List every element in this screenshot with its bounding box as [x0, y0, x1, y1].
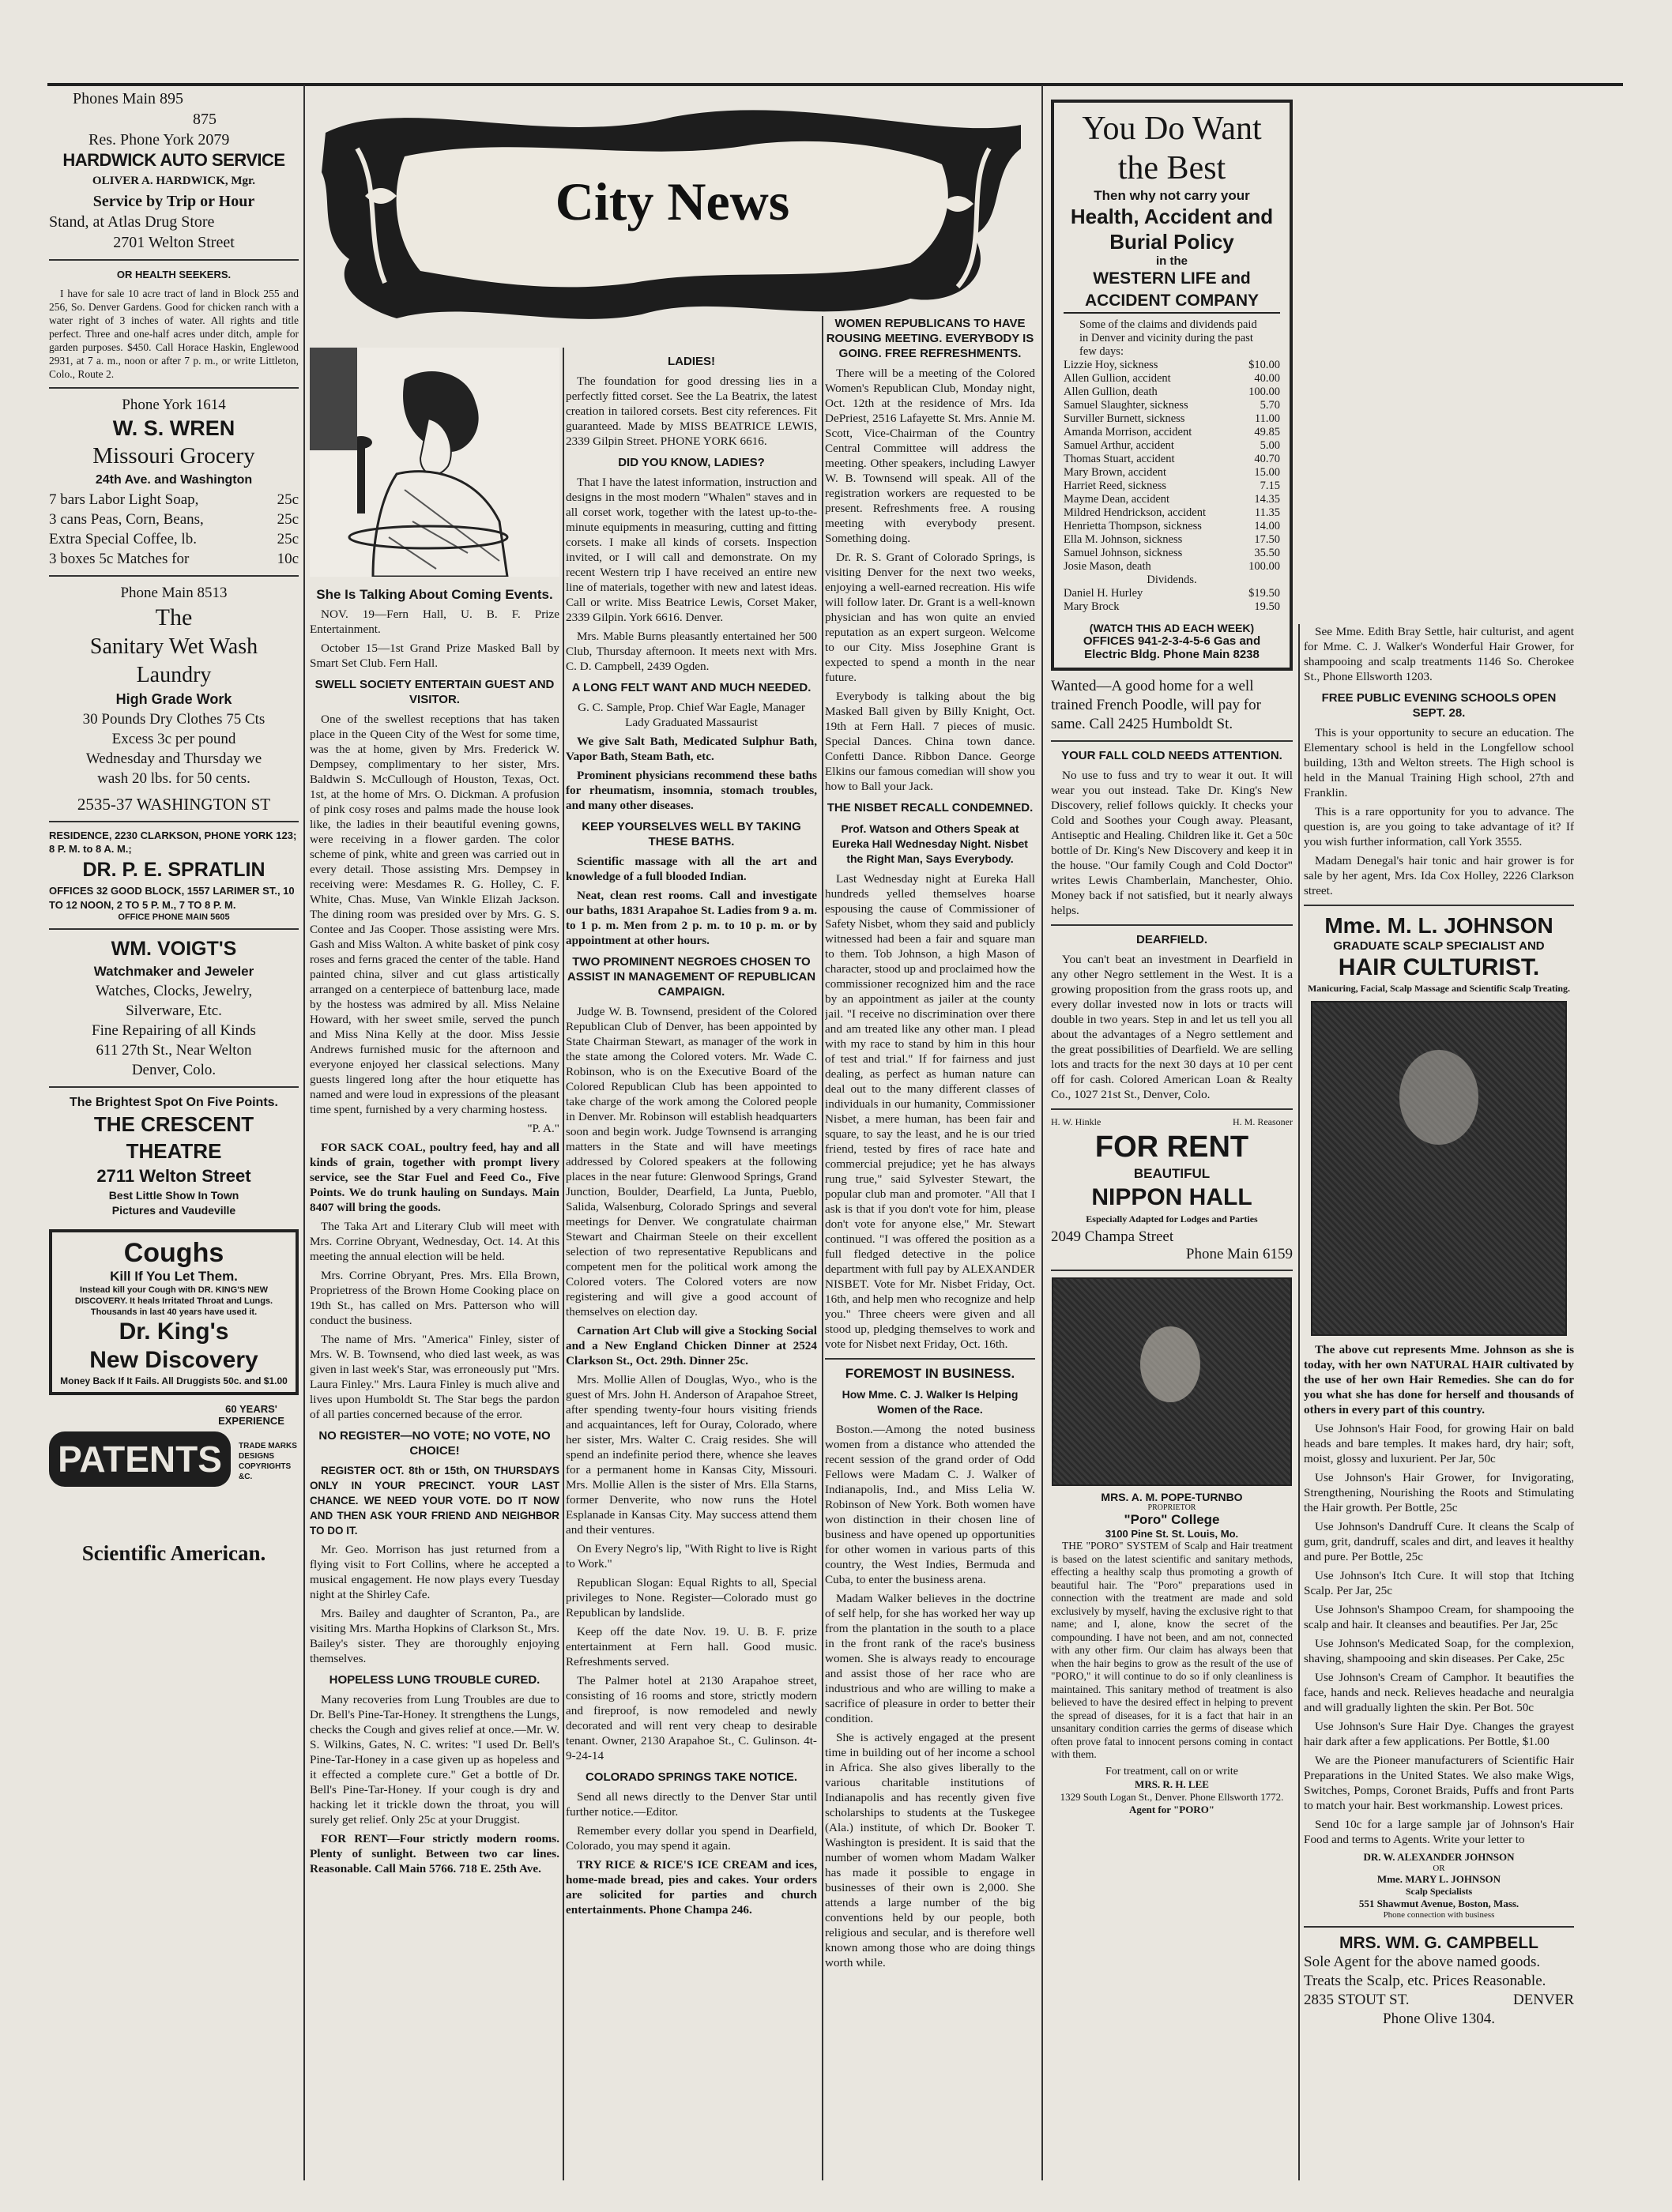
claim-amount: 100.00 [1248, 560, 1280, 573]
western-line: Then why not carry your [1094, 188, 1250, 203]
claim-name: Daniel H. Hurley [1064, 587, 1143, 600]
campbell-city: DENVER [1512, 1992, 1574, 2008]
campbell-name: MRS. WM. G. CAMPBELL [1339, 1934, 1538, 1952]
spratlin-phone: OFFICE PHONE MAIN 5605 [118, 912, 230, 922]
claim-amount: 7.15 [1260, 480, 1280, 492]
patents-marks: TRADE MARKS DESIGNS COPYRIGHTS &C. [239, 1442, 297, 1481]
claim-row [1064, 600, 1280, 614]
wren-item-label: Extra Special Coffee, lb. [49, 531, 197, 547]
johnson-ad [1304, 912, 1574, 1920]
claim-name: Ella M. Johnson, sickness [1064, 533, 1183, 546]
lung-article: Many recoveries from Lung Troubles are due to Dr. Bell's Pine-Tar-Honey. It strengthens the Lungs, checks the Cough and gives relief at once.—Mr. W. S. Wilkins, Gates, N. C. writes: "I used Dr. Bell's Pine-Tar-Honey in a case given up as hopeless and it effected a complete cure." Get a bottle of Dr. Bell's Pine-Tar-Honey. If your cough is dry and hacking let it trickle down the throat, you will surely get relief. Only 25c at your Druggist. [310, 1693, 559, 1826]
finley-correction: The name of Mrs. "America" Finley, sister of Mrs. W. B. Townsend, who died last week, as was given in last week's Star, was erroneously put "Mrs. Laura Finley." Mrs. Laura Finley is much alive and lives upon Humboldt St. The Star begs the pardon of all parties concerned because of the error. [310, 1333, 559, 1421]
ice-cream-ad: TRY RICE & RICE'S ICE CREAM and ices, home-made bread, pies and cakes. Your orders are solicited for parties and church entertainments. Phone Champa 246. [566, 1858, 817, 1917]
claim-amount: 11.00 [1254, 412, 1280, 425]
corset-article: That I have the latest information, instruction and designs in the most modern "Whalen" staves and in all corset work, together with the latest up-to-the-minute equipments in measuring, cutting and fitting corsets. I make all kinds of corsets. Inspection invited, or I will call and demonstrate. On my recent Western trip I have received an entire new line of materials, together with new and latest ideas. Call or write. Miss Beatrice Lewis, Corset Maker, 2339 Gilpin. York 6616. Denver. [566, 476, 817, 624]
baths-subheading: KEEP YOURSELVES WELL BY TAKING THESE BATHS. [582, 820, 801, 848]
coal-ad: FOR SACK COAL, poultry feed, hay and all kinds of grain, together with prompt livery service, see the Star Fuel and Feed Co., Five Points. We do trunk hauling on Sundays. Main 8407 will bring the goods. [310, 1141, 559, 1214]
spratlin-name: DR. P. E. SPRATLIN [82, 859, 265, 881]
wren-name: W. S. WREN [112, 416, 235, 440]
voigt-line: Watches, Clocks, Jewelry, [95, 983, 253, 999]
johnson-address: 551 Shawmut Avenue, Boston, Mass. [1358, 1898, 1519, 1909]
claim-amount: 19.50 [1254, 600, 1280, 613]
claim-row [1064, 520, 1280, 533]
claim-row [1064, 359, 1280, 372]
poro-agent: MRS. R. H. LEE [1135, 1778, 1209, 1790]
claim-row [1064, 399, 1280, 412]
poro-agent-label: Agent for "PORO" [1128, 1803, 1215, 1815]
settle-ad: See Mme. Edith Bray Settle, hair culturist, and agent for Mme. C. J. Walker's Wonderful Hair Grower, for shampooing and scalp treatments 1146 So. Cherokee St., Phone Ellsworth 1203. [1304, 625, 1574, 683]
baths-heading: A LONG FELT WANT AND MUCH NEEDED. [571, 681, 812, 694]
claim-amount: 17.50 [1254, 533, 1280, 546]
bailey-notice: Mrs. Bailey and daughter of Scranton, Pa., are visiting Mrs. Martha Hopkins of Clarkson St., Mrs. Bailey's sister. They are thoroughly enjoying themselves. [310, 1607, 559, 1665]
ubf-notice: Keep off the date Nov. 19. U. B. F. prize entertainment at Fern hall. Good music. Refreshments served. [566, 1625, 817, 1668]
divider [1051, 1270, 1293, 1271]
dearfield-dollar-notice: Remember every dollar you spend in Dearfield, Colorado, you may spend it again. [566, 1824, 817, 1853]
crescent-ad [49, 1094, 299, 1218]
hardwick-phone: Phones Main 895 [73, 90, 183, 107]
masthead-title: City News [555, 171, 790, 231]
events-item: October 15—1st Grand Prize Masked Ball by Smart Set Club. Fern Hall. [310, 641, 559, 670]
campbell-text: Sole Agent for the above named goods. Treats the Scalp, etc. Prices Reasonable. [1304, 1954, 1546, 1989]
register-notice: REGISTER OCT. 8th or 15th, ON THURSDAYS ONLY IN YOUR PRECINCT. YOUR LAST CHANCE. WE NEED YOUR VOTE. DO IT NOW AND THEN ASK YOUR FRIEND AND NEIGHBOR TO DO IT. [310, 1465, 559, 1537]
hardwick-ad [49, 88, 299, 253]
society-heading: SWELL SOCIETY ENTERTAIN GUEST AND VISITOR. [314, 678, 555, 706]
voigt-line: Denver, Colo. [131, 1062, 217, 1078]
carnation-club-notice: Carnation Art Club will give a Stocking Social and a New England Chicken Dinner at 2524 Clarkson St., Oct. 29th. Dinner 25c. [566, 1324, 817, 1367]
claim-row [1064, 426, 1280, 439]
crescent-tagline: The Brightest Spot On Five Points. [69, 1096, 278, 1109]
nisbet-subheading: Prof. Watson and Others Speak at Eureka Hall Wednesday Night. Nisbet the Right Man, Says Everybody. [832, 822, 1028, 865]
johnson-product: Use Johnson's Medicated Soap, for the complexion, shaving, shampooing and skin diseases. Per Cake, 25c [1304, 1637, 1574, 1665]
poro-caption: MRS. A. M. POPE-TURNBO [1101, 1491, 1243, 1503]
divider [49, 259, 299, 261]
nippon-owner: H. W. Hinkle [1051, 1116, 1101, 1127]
hardwick-title: HARDWICK AUTO SERVICE [62, 150, 285, 170]
johnson-product: Use Johnson's Sure Hair Dye. Changes the grayest hair dark after a few applications. Per Bottle, $1.00 [1304, 1720, 1574, 1748]
laundry-line: 30 Pounds Dry Clothes 75 Cts [82, 711, 265, 728]
society-signature: "P. A." [527, 1122, 559, 1135]
claim-row [1064, 372, 1280, 386]
republican-slogan: Republican Slogan: Equal Rights to all, Special privileges to None. Register—Colorado must go Republican by landslide. [566, 1576, 817, 1620]
voigt-ad [49, 936, 299, 1080]
hardwick-stand: Stand, at Atlas Drug Store [49, 213, 215, 231]
johnson-address: Scalp Specialists [1405, 1886, 1473, 1897]
crescent-line: Pictures and Vaudeville [111, 1204, 236, 1217]
claim-name: Amanda Morrison, accident [1064, 426, 1192, 438]
republican-article: Judge W. B. Townsend, president of the Colored Republican Club of Denver, has been appointed by State Chairman Stewart, as manager of the work in the state among the Colored voters. Mr. Wade C. Robinson, who is on the Executive Board of the Colored Republican Club has been appointed to take charge of the work among the Colored people in Denver. Mr. Robinson will establish headquarters soon and begin work. Judge Townsend is arranging matters in the State and will have meetings addressed by Colored speakers at the following places in the near future: Glenwood Springs, Grand Junction, Boulder, Dearfield, La Junta, Pueblo, Salida, Walsenburg, Colorado Springs and several meetings for Denver. We congratulate chairman Stewart and Chairman Steele on their excellent selection of two representative Republicans and competent men for the political work among the Colored voters. The Colored voters are now registering and will give a good account of themselves on election day. [566, 1005, 817, 1319]
baths-physicians: Prominent physicians recommend these baths for rheumatism, insomnia, stomach troubles, and many other diseases. [566, 769, 817, 812]
laundry-phone: Phone Main 8513 [120, 585, 228, 601]
hardwick-owner: OLIVER A. HARDWICK, Mgr. [92, 175, 256, 187]
claim-row [1064, 506, 1280, 520]
column-rule [563, 348, 564, 2180]
wren-item-label: 3 boxes 5c Matches for [49, 551, 190, 567]
health-seekers-heading: OR HEALTH SEEKERS. [116, 269, 232, 280]
western-line: Health, Accident and [1070, 205, 1274, 228]
poro-address: 3100 Pine St. St. Louis, Mo. [1105, 1528, 1239, 1540]
coughs-text: Instead kill your Cough with DR. KING'S NEW DISCOVERY. It heals Irritated Throat and Lungs. Thousands in last 40 years have used it. [74, 1285, 273, 1317]
burns-club-notice: Mrs. Mable Burns pleasantly entertained her 500 Club, Thursday afternoon. It meets next with Mrs. C. D. Campbell, 2439 Ogden. [566, 630, 817, 673]
women-republicans-heading: WOMEN REPUBLICANS TO HAVE ROUSING MEETING. EVERYBODY IS GOING. FREE REFRESHMENTS. [826, 317, 1034, 360]
claim-row [1064, 560, 1280, 574]
top-rule [47, 83, 1623, 86]
nippon-owner: H. M. Reasoner [1233, 1116, 1293, 1127]
claim-name: Samuel Arthur, accident [1064, 439, 1174, 452]
wren-item-label: 3 cans Peas, Corn, Beans, [49, 511, 204, 528]
republican-heading: TWO PROMINENT NEGROES CHOSEN TO ASSIST IN MANAGEMENT OF REPUBLICAN CAMPAIGN. [567, 955, 816, 999]
for-rent-notice: FOR RENT—Four strictly modern rooms. Plenty of sunlight. Between two car lines. Reasonable. Call Main 5766. 718 E. 25th Ave. [310, 1832, 559, 1875]
taka-club-notice: The Taka Art and Literary Club will meet with Mrs. Corrine Obryant, Wednesday, Oct. 14. At this meeting the annual election will be held. [310, 1220, 559, 1263]
nippon-title: FOR RENT [1094, 1130, 1249, 1164]
denegal-notice: Madam Denegal's hair tonic and hair grower is for sale by her agent, Mrs. Ida Cox Holley, 2226 Clarkson street. [1304, 854, 1574, 897]
walker-heading: FOREMOST IN BUSINESS. [845, 1366, 1015, 1381]
claim-amount: 100.00 [1248, 386, 1280, 398]
morrison-notice: Mr. Geo. Morrison has just returned from a flying visit to Fort Collins, where he accepted a musical engagement. He now plays every Tuesday night at the Shirley Cafe. [310, 1543, 559, 1601]
johnson-product: Use Johnson's Hair Grower, for Invigorating, Strengthening, Nourishing the Roots and Stimulating the Hair growth. Per Bottle, 25c [1304, 1471, 1574, 1514]
johnson-address: Phone connection with business [1383, 1910, 1495, 1920]
poro-college: "Poro" College [1124, 1512, 1220, 1527]
baths-proprietors: G. C. Sample, Prop. Chief War Eagle, Manager Lady Graduated Massaurist [578, 701, 805, 729]
claim-amount: 49.85 [1254, 426, 1280, 438]
divider [1304, 1926, 1574, 1928]
column-rule [1041, 85, 1043, 2180]
coughs-price: Money Back If It Fails. All Druggists 50c. and $1.00 [60, 1375, 288, 1386]
laundry-title: Laundry [136, 663, 212, 687]
nippon-hall-ad [1051, 1116, 1293, 1263]
wren-item-price: 10c [277, 551, 299, 567]
voigt-name: WM. VOIGT'S [111, 938, 237, 960]
western-title: You Do Want the Best [1082, 111, 1262, 186]
nippon-address: 2049 Champa Street [1051, 1228, 1174, 1245]
laundry-title: Sanitary Wet Wash [89, 634, 258, 659]
johnson-product: Use Johnson's Itch Cure. It will stop that Itching Scalp. Per Jar, 25c [1304, 1569, 1574, 1597]
wren-store: Missouri Grocery [92, 443, 255, 468]
wren-address: 24th Ave. and Washington [95, 473, 253, 487]
wren-grocery-ad [49, 395, 299, 569]
wren-item-price: 25c [277, 511, 299, 528]
column-4-articles [825, 316, 1035, 2180]
city-news-masthead [310, 101, 1035, 342]
claim-name: Henrietta Thompson, sickness [1064, 520, 1202, 532]
johnson-product: Use Johnson's Cream of Camphor. It beautifies the face, hands and neck. Relieves headache and neuralgia and will gradually lighten the skin. Per Bot. 50c [1304, 1671, 1574, 1714]
claim-row [1064, 439, 1280, 453]
claim-name: Harriet Reed, sickness [1064, 480, 1167, 492]
claim-name: Surviller Burnett, sickness [1064, 412, 1185, 425]
voigt-line: Silverware, Etc. [126, 1003, 222, 1019]
johnson-text: The above cut represents Mme. Johnson as she is today, with her own NATURAL HAIR cultivated by the use of her own Hair Remedies. She can do for you what she has done for herself and thousands of others in every part of this country. [1304, 1343, 1574, 1416]
voigt-line: 611 27th St., Near Welton [96, 1042, 252, 1059]
wren-item [49, 490, 299, 510]
voigt-line: Fine Repairing of all Kinds [92, 1022, 256, 1039]
fall-cold-heading: YOUR FALL COLD NEEDS ATTENTION. [1061, 749, 1282, 762]
woman-telephone-illustration-icon [310, 348, 559, 577]
laundry-line: Wednesday and Thursday we [85, 750, 262, 767]
campbell-ad [1304, 1934, 1574, 2029]
register-heading: NO REGISTER—NO VOTE; NO VOTE, NO CHOICE! [318, 1429, 551, 1458]
claim-row [1064, 466, 1280, 480]
coughs-brand: New Discovery [89, 1347, 258, 1373]
colorado-springs-notice: Send all news directly to the Denver Star until further notice.—Editor. [566, 1790, 817, 1819]
western-company: WESTERN LIFE and ACCIDENT COMPANY [1064, 268, 1280, 314]
baths-offer: We give Salt Bath, Medicated Sulphur Bath, Vapor Bath, Steam Bath, etc. [566, 735, 817, 763]
divider [49, 387, 299, 389]
poro-treatment: For treatment, call on or write [1105, 1765, 1238, 1778]
divider [49, 821, 299, 822]
laundry-subtitle: High Grade Work [115, 691, 232, 707]
claim-name: Allen Gullion, accident [1064, 372, 1171, 385]
pope-turnbo-portrait [1052, 1277, 1292, 1486]
patents-title: PATENTS [49, 1431, 231, 1487]
ladies-question-heading: DID YOU KNOW, LADIES? [618, 456, 765, 469]
johnson-address: DR. W. ALEXANDER JOHNSON [1363, 1851, 1515, 1863]
walker-article: Boston.—Among the noted business women from a distance who attended the recent session of the grand order of Odd Fellows were Madam C. J. Walker of Indianapolis, Ind., and Miss Lelia W. Robinson of New York. Both women have won distinction in their chosen line of business and have opened up opportunities for other women in various parts of this country, the West Indies, Bermuda and Cuba, to enter the business arena. [825, 1423, 1035, 1586]
hardwick-address: 2701 Welton Street [113, 234, 235, 251]
western-line: Burial Policy [1109, 230, 1234, 254]
claim-name: Josie Mason, death [1064, 560, 1151, 573]
johnson-address: Mme. MARY L. JOHNSON [1376, 1873, 1501, 1885]
claim-amount: 40.00 [1254, 372, 1280, 385]
laundry-line: Excess 3c per pound [111, 731, 236, 747]
claim-amount: 14.35 [1254, 493, 1280, 506]
claim-name: Mary Brock [1064, 600, 1120, 613]
johnson-services: Manicuring, Facial, Scalp Massage and Scientific Scalp Treating. [1307, 983, 1570, 994]
poro-article: THE "PORO" SYSTEM of Scalp and Hair treatment is based on the latest scientific and sanitary methods, effecting a healthy scalp thus promoting a growth of beautiful hair. The "Poro" preparations used in connection with the treatment are made and sold exclusively by myself, having the exclusive right to that name; and I, alone, know the secret of the compounding. I have not been, and am not, connected with any other firm. Our claim has always been that when the hair begins to grow as the result of the use of "PORO," it will continue to do so if only cleanliness is maintained. This sanitary method of treatment is also believed to have the desired effect in helping to prevent the spread of diseases, for it is a fact that hair in an unsanitary condition carries the germs of disease which often prove fatal to innocent persons coming in contact with them. [1051, 1540, 1293, 1760]
negro-slogan: On Every Negro's lip, "With Right to live is Right to Work." [566, 1542, 817, 1571]
coughs-brand: Dr. King's [119, 1319, 229, 1345]
column-1-ads [49, 88, 299, 2180]
palmer-hotel-ad: The Palmer hotel at 2130 Arapahoe street, consisting of 16 rooms and store, strictly modern and fireproof, is now remodeled and newly decorated and will rent very cheap to desirable tenant. Owner, 2130 Arapahoe St., C. Gulinson. 4t-9-24-14 [566, 1674, 817, 1762]
claim-amount: 11.35 [1254, 506, 1280, 519]
patents-scientific: Scientific American. [81, 1541, 266, 1565]
coughs-ad [49, 1229, 299, 1395]
portrait-face [1140, 1326, 1200, 1402]
western-line: in the [1156, 254, 1188, 268]
claim-amount: $10.00 [1248, 359, 1280, 371]
claim-name: Mary Brown, accident [1064, 466, 1167, 479]
claim-row [1064, 547, 1280, 560]
colorado-springs-heading: COLORADO SPRINGS TAKE NOTICE. [585, 1770, 798, 1784]
poro-proprietor: PROPRIETOR [1147, 1503, 1196, 1512]
wren-item-label: 7 bars Labor Light Soap, [49, 491, 199, 508]
johnson-address: OR [1433, 1864, 1445, 1873]
spratlin-offices: OFFICES 32 GOOD BLOCK, 1557 LARIMER ST., 10 TO 12 NOON, 2 TO 5 P. M., 7 TO 8 P. M. [49, 885, 295, 911]
campbell-phone: Phone Olive 1304. [1383, 2011, 1495, 2027]
claim-name: Mildred Hendrickson, accident [1064, 506, 1206, 519]
claim-name: Samuel Johnson, sickness [1064, 547, 1183, 559]
claim-name: Thomas Stuart, accident [1064, 453, 1175, 465]
divider [1051, 1108, 1293, 1110]
claim-row [1064, 480, 1280, 493]
nippon-name: NIPPON HALL [1091, 1184, 1252, 1210]
claim-row [1064, 412, 1280, 426]
claim-amount: 40.70 [1254, 453, 1280, 465]
johnson-sample: Send 10c for a large sample jar of Johnson's Hair Food and terms to Agents. Write your letter to [1304, 1818, 1574, 1846]
society-article: One of the swellest receptions that has taken place in the Queen City of the West for some time, was the at home, given by Mrs. Frederick W. Dempsey, complimentary to her sister, Mrs. Baldwin S. McCullough of Houston, Texas, Oct. 1st, at the home of Mrs. O. Dickman. A profusion of pink cosy roses and palms made the house look like, the ladies in their beautiful evening gowns, were receiving in a flower garden. The color scheme of pink, white and green was carried out in every detail. Those assisting Mrs. Dempsey in receiving were: Mesdames R. G. Holley, C. F. White, Chas. Muse, Van Winkle Elizah Jackson. The dining room was presided over by Mrs. G. S. Contee and Jas Cooper. Those assisting were Mrs. Gash and Miss Walton. A white basket of pink cosy roses and ferns graced the center of the table. Hand painted china, silver and cut glass artistically arranged on a centerpiece of battenburg lace, made by the hostess was admired by all. Miss Nelaine Howard, with her sweet smile, served the punch and Miss Nina Kelly at the door. Miss Jessie Andrews furnished music for the afternoon and everyone enjoyed her classical selections. Many guests lingered long after the hour etiquette has named and were loud in expressions of the pleasant time spent, furnished by a very charming hostess. [310, 713, 559, 1116]
claim-name: Samuel Slaughter, sickness [1064, 399, 1188, 412]
dearfield-article: You can't beat an investment in Dearfield in any other Negro settlement in the West. It is a growing proposition from the grass roots up, and every dollar invested now in lots or tracts will double in two years. Step in and let us tell you all about the advantages of a Negro settlement and the great possibilities of Dearfield. We are selling lots and tracts for the next 30 days at 10 per cent off for cash. Colored American Loan & Realty Co., 1027 21st St., Denver, Colo. [1051, 953, 1293, 1101]
grant-notice: Dr. R. S. Grant of Colorado Springs, is visiting Denver for the next two weeks, enjoying a well-earned recreation. His wife will follow later. Dr. Grant is a well-known physician and has won quite an envied reputation as an expert surgeon. Welcome to our City. Miss Josephine Grant is expected to spend a month in the near future. [825, 551, 1035, 684]
evening-schools-text: This is a rare opportunity for you to advance. The question is, are you going to take advantage of it? If you wish further information, call York 3555. [1304, 805, 1574, 848]
baths-massage: Scientific massage with all the art and knowledge of a full blooded Indian. [566, 855, 817, 883]
divider [1051, 924, 1293, 926]
campbell-address-row [1304, 1991, 1574, 2010]
wren-item-price: 25c [277, 491, 299, 508]
dividends-table [1064, 587, 1280, 614]
divider [49, 928, 299, 930]
lung-heading: HOPELESS LUNG TROUBLE CURED. [329, 1673, 540, 1687]
laundry-ad [49, 583, 299, 814]
wren-item [49, 529, 299, 549]
nippon-line: BEAUTIFUL [1133, 1166, 1211, 1181]
claim-row [1064, 386, 1280, 399]
portrait-face [1399, 1050, 1478, 1145]
johnson-subtitle: GRADUATE SCALP SPECIALIST AND [1333, 939, 1545, 953]
claim-row [1064, 533, 1280, 547]
poro-ad [1051, 1277, 1293, 1816]
claim-name: Allen Gullion, death [1064, 386, 1158, 398]
walker-article: Madam Walker believes in the doctrine of self help, for she has worked her way up from the plantation in the south to a place in the front rank of the race's business women. She is always ready to encourage and assist those of her race who are industrious and who are willing to make a sacrifice of pleasure in order to better their condition. [825, 1592, 1035, 1725]
divider [1051, 740, 1293, 742]
evening-schools-heading: FREE PUBLIC EVENING SCHOOLS OPEN SEPT. 28. [1321, 691, 1557, 720]
spratlin-ad [49, 829, 299, 922]
wren-item [49, 510, 299, 529]
ladies-heading: LADIES! [668, 355, 715, 368]
nippon-phone: Phone Main 6159 [1185, 1246, 1293, 1262]
baths-hours: Neat, clean rest rooms. Call and investigate our baths, 1831 Arapahoe St. Ladies from 9 a. m. to 1 p. m. Men from 2 p. m. to 10 p. m. or by appointment at other hours. [566, 889, 817, 947]
johnson-portrait [1311, 1001, 1567, 1336]
claims-table [1064, 359, 1280, 574]
divider [49, 1086, 299, 1088]
dividends-label: Dividends. [1147, 574, 1197, 586]
column-rule [1298, 624, 1300, 2180]
dearfield-heading: DEARFIELD. [1136, 933, 1207, 946]
crescent-line: Best Little Show In Town [108, 1189, 239, 1202]
western-offices: OFFICES 941-2-3-4-5-6 Gas and Electric Bldg. Phone Main 8238 [1083, 634, 1261, 661]
column-rule [822, 316, 823, 2180]
claim-row [1064, 587, 1280, 600]
allen-notice: Mrs. Mollie Allen of Douglas, Wyo., who is the guest of Mrs. John H. Anderson of Arapahoe Street, after spending twenty-four hours visiting friends and acquaintances, left for Ouray, Colorado, where her sister, Mrs. Walter C. Craig resides. She will spend an indefinite period there, whence she leaves for a permanent home in Kansas City, Missouri. Mrs. Mollie Allen is the sister of Mrs. Ella Starns, former Denverite, who now runs the Hotel Esplanade in Kansas City. May success attend them and their ventures. [566, 1373, 817, 1537]
wren-item-price: 25c [277, 531, 299, 547]
campbell-address: 2835 STOUT ST. [1304, 1992, 1410, 2008]
claim-amount: 35.50 [1254, 547, 1280, 559]
hardwick-phone: 875 [193, 111, 217, 128]
column-6-hair [1304, 624, 1574, 2180]
wren-phone: Phone York 1614 [122, 397, 226, 413]
poodle-ad: Wanted—A good home for a well trained French Poodle, will pay for same. Call 2425 Humboldt St. [1051, 678, 1261, 732]
patents-ad [49, 1403, 299, 1585]
divider [825, 1358, 1035, 1360]
health-seekers-text: I have for sale 10 acre tract of land in Block 255 and 256, So. Denver Gardens. Good for chicken ranch with a water right of 3 inches of water. All rights and title perfect. Three and one-half acres under ditch, ample for garden purposes. $450. Call Horace Haskin, Englewood 2931, at 7 a. m., noon or after 7 p. m., or write Littleton, Colo., Route 2. [49, 288, 299, 380]
nippon-line: Especially Adapted for Lodges and Parties [1086, 1213, 1258, 1224]
claim-amount: 14.00 [1254, 520, 1280, 532]
brown-home-notice: Mrs. Corrine Obryant, Pres. Mrs. Ella Brown, Proprietress of the Brown Home Cooking place on 19th St., has called on Mrs. Patterson who will conduct the business. [310, 1269, 559, 1327]
johnson-product: Use Johnson's Shampoo Cream, for shampooing the scalp and hair. It cleanses and beautifies. Per Jar, 25c [1304, 1603, 1574, 1631]
johnson-product: Use Johnson's Dandruff Cure. It cleans the Scalp of gum, grit, dandruff, scales and dirt, and leaves it healthy and pure. Per Bottle, 25c [1304, 1520, 1574, 1563]
column-rule [303, 85, 305, 2180]
coughs-title: Coughs [123, 1238, 224, 1268]
crescent-address: 2711 Welton Street [96, 1166, 251, 1186]
claim-amount: 15.00 [1254, 466, 1280, 479]
hardwick-service: Service by Trip or Hour [92, 193, 255, 210]
voigt-subtitle: Watchmaker and Jeweler [93, 964, 254, 979]
laundry-address: 2535-37 WASHINGTON ST [77, 795, 271, 814]
nisbet-article: Last Wednesday night at Eureka Hall hundreds yelled themselves hoarse espousing the cause of Commissioner of Safety Nisbet, whom they said and publicly witnessed had been a fair and square man to them. Tob Johnson, a high Mason of character, stood up and proclaimed how the commissioner recognized him and the race by an appointment as jailer at the county jail. "I receive no discrimination over there and am treated like any other man. I plead with my race to stand by him in this hour of test and trial." If for fairness and just dealing, as perfect as human nature can deal out to the many different classes of individuals in our humanity, Commissioner Nisbet, a mere human, has been fair and square, to say the least, and he is our tried friend, tested by fires of race hate and commercial prejudice; yet he has always rung true," said Sylvester Stewart, the popular club man and promoter. "All that I ask is that if you don't vote for him, please don't vote for anyone else," Mr. Stewart continued. "I was offered the position as a full fledged detective in the police department with full pay by ALEXANDER NISBET. Vote for Mr. Nisbet Friday, Oct. 16th, and help men who recognize and help you." Three cheers were given and all stood up, pledging themselves to work and vote for Nisbet next Friday, Oct. 16th. [825, 872, 1035, 1351]
column-5-ads [1051, 88, 1293, 2180]
claim-name: Lizzie Hoy, sickness [1064, 359, 1158, 371]
walker-article: She is actively engaged at the present time in building out of her income a school in Africa. She also gives liberally to the various charitable institutions of Indianapolis and has recently given five scholarships to students at the Tuskegee (Ala.) institute, of which Dr. Booker T. Washington is president. It is said that the number of women whom Madam Walker has made it possible to engage in businesses of their own is 2,000. She attends a large number of the big conventions held by our people, both religious and secular, and is therefore well known among those who are doing things worth while. [825, 1731, 1035, 1969]
claim-amount: 5.00 [1260, 439, 1280, 452]
johnson-pioneer: We are the Pioneer manufacturers of Scientific Hair Preparations in the United States. We also make Wigs, Switches, Pomps, Coronet Braids, Puffs and front Parts to match your hair. Best workmanship. Lowest prices. [1304, 1754, 1574, 1812]
johnson-name: Mme. M. L. JOHNSON [1324, 913, 1553, 938]
claim-row [1064, 453, 1280, 466]
western-intro: Some of the claims and dividends paid in Denver and vicinity during the past few days: [1079, 318, 1257, 358]
johnson-product: Use Johnson's Hair Food, for growing Hair on bald heads and bare temples. It makes hard, dry hair; soft, moist, glossy and luxurient. Per Jar, 50c [1304, 1422, 1574, 1465]
crescent-title: THE CRESCENT THEATRE [93, 1112, 254, 1163]
events-heading: She Is Talking About Coming Events. [316, 587, 553, 602]
claim-row [1064, 493, 1280, 506]
coughs-subtitle: Kill If You Let Them. [110, 1269, 238, 1284]
events-item: NOV. 19—Fern Hall, U. B. F. Prize Entertainment. [310, 608, 559, 636]
nippon-owners [1051, 1116, 1293, 1128]
claim-amount: $19.50 [1248, 587, 1280, 600]
claim-amount: 5.70 [1260, 399, 1280, 412]
column-2-society [310, 348, 559, 2180]
column-3-notices [566, 348, 817, 2180]
patents-experience: 60 YEARS' EXPERIENCE [218, 1403, 284, 1427]
divider [49, 575, 299, 577]
johnson-subtitle: HAIR CULTURIST. [1338, 954, 1540, 980]
western-watch: (WATCH THIS AD EACH WEEK) [1089, 622, 1255, 634]
spratlin-residence: RESIDENCE, 2230 CLARKSON, PHONE YORK 123; 8 P. M. to 8 A. M.; [49, 830, 297, 855]
poro-agent-address: 1329 South Logan St., Denver. Phone Ellsworth 1772. [1060, 1790, 1284, 1803]
wren-item [49, 549, 299, 569]
nisbet-heading: THE NISBET RECALL CONDEMNED. [827, 801, 1034, 814]
western-life-ad [1051, 100, 1293, 671]
divider [1304, 905, 1574, 906]
corset-ad: The foundation for good dressing lies in a perfectly fitted corset. See the La Beatrix, the latest creation in tailored corsets. Best city references. Fit guaranteed. Made by MISS BEATRICE LEWIS, 2339 Gilpin Street. PHONE YORK 6616. [566, 374, 817, 448]
women-republicans-article: There will be a meeting of the Colored Women's Republican Club, Monday night, Oct. 12th at the residence of Mrs. Ida DePriest, 2516 Lafayette St. Mrs. Annie M. Scott, Vice-Chairman of the Country Central Committee will address the meeting. Other speakers, including Lawyer W. B. Townsend will speak. All of the registration workers are requested to be present. Refreshments free. A rousing meeting with everybody present. Something doing. [825, 367, 1035, 545]
laundry-line: wash 20 lbs. for 50 cents. [97, 770, 250, 787]
masked-ball-notice: Everybody is talking about the big Masked Ball given by Billy Knight, Oct. 19th at Fern Hall. 7 pieces of music. Special Dances. China town dance. Confetti Dance. Ribbon Dance. George Elkins our famous comedian will show you how to Ball your Jack. [825, 690, 1035, 793]
walker-subheading: How Mme. C. J. Walker Is Helping Women of the Race. [842, 1388, 1019, 1416]
evening-schools-text: This is your opportunity to secure an education. The Elementary school is held in the Longfellow school building, 13th and Welton streets. The High school is held in the Manual Training High school, 27th and Franklin. [1304, 726, 1574, 799]
hardwick-res-phone: Res. Phone York 2079 [88, 131, 230, 149]
fall-cold-article: No use to fuss and try to wear it out. It will wear you out instead. Take Dr. King's New Discovery, relief follows quickly. It checks your Cold and Soothes your Cough away. Pleasant, Antiseptic and Healing. Children like it. Get a 50c bottle of Dr. King's New Discovery and keep it in the house. "Our family Cough and Cold Doctor" writes Lewis Chamberlain, Manchester, Ohio. Money back if not satisfied, but it nearly always helps. [1051, 769, 1293, 917]
claim-name: Mayme Dean, accident [1064, 493, 1170, 506]
laundry-title: The [155, 604, 193, 630]
